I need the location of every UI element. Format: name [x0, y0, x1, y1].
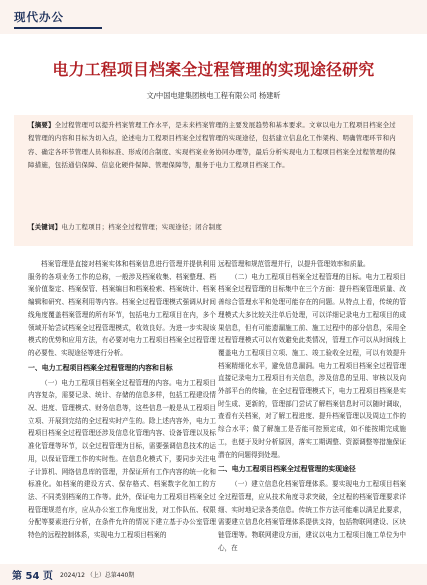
goals-paragraph: （二）电力工程项目档案全过程管理的目标。电力工程项目档案全过程管理的目标集中在三个方面：提升档案管理质量、改善综合管理水平和处理可能存在的问题。从特点上看，传统的管理模式大多比较关注单后处理，可以详细记录电力工程项目的成果信息，但有可能遗漏施工前、施工过程中的部分信息，采用全过程管理模式可以有效避免此类情况，管理工作可以从时间线上覆盖电力工程项目立项、施工、竣工验收全过程，可以有效提升档案精细化水平，避免信息漏洞。电力工程项目档案全过程管理直接记录电力工程项目有关信息，涉及信息的呈用、审核以及向外部平台的传输，在全过程管理模式下，电力工程项目档案是实时生成、更新的，管理部门尝试了解档案信息时可以随时调取，查看有关档案，对了解工程进度、提升档案管理以及周边工作的综合水平；做了解施工是否能可控预定成，如不能按期完成施工，也便于及时分析原因，落实工期调整、资源调整等措施保证潜在的问题得到处理。 [218, 272, 406, 459]
left-column [28, 258, 216, 542]
content-paragraph: （一）电力工程项目档案全过程管理的内容。电力工程项目内容复杂，需要记录、统计、存储的信息多样，包括工程建设情况、进度、管理模式、财务信息等，这些信息一般是从工程项目立项、开展到完结的全过程实时产生的。除上述内容外，电力工程项目档案全过程管理还涉及信息化管理内容、设备管理以及标准化管理等环节，以全过程管理为目标，需要强调信息技术的运用，以保证管理工作的实时性。在信息化模式下，要同步关注电子计算机、网络信息库的管理，并保证所有工作内容的统一化和标准化。如档案的建设方式、保存格式、档案数字化加工的方法、不同类别档案的工作等。此外，保证电力工程项目档案全过程管理规范有序，应从办公室工作角度出发，对工作队伍、权限分配等要素进行分析，在条件允许的情况下建立基于办公室管理特色的远程控制体系，实现电力工程项目档案的 [28, 378, 216, 540]
abstract-paragraph [28, 119, 402, 172]
section-tag-underline [14, 27, 102, 29]
approach-paragraph: （一）建立信息化档案管理体系。要实现电力工程项目档案全过程管理，应从技术角度寻求突破，全过程的档案管理要求详细、实时地记录各类信息。传统工作方法可能难以满足此要求，需要建立信息化档案管理体系提供支持，包括物联网建设、区块链管理等。物联网建设方面，建议以电力工程项目施工单位为中心，在 [218, 480, 406, 552]
abstract-text: 全过程管理可以提升档案管理工作水平，是未来档案管理的主要发展趋势和基本要求。文章以电力工程项目档案全过程管理的内容和目标为切入点，论述电力工程项目档案全过程管理的实现途径，包括建立信息化工作架构、明确管理环节和内容、确定各环节管理人员和标准、形成闭合制度、实现档案业务协同办理等，最后分析实现电力工程项目档案全过程管理的保障措施，包括通信保障、信息化硬件保障、管理保障等，服务于电力工程项目档案工作。 [28, 121, 396, 169]
header-band [0, 0, 427, 34]
section-tag: 现代办公 [14, 10, 64, 24]
keywords-text: 电力工程项目；档案全过程管理；实现途径；闭合制度 [61, 223, 223, 231]
page-number: 第 54 页 [12, 571, 53, 582]
keywords-label: 【关键词】 [28, 223, 62, 231]
intro-paragraph: 档案管理是直接对档案实体和档案信息进行管理并提供利用服务的各项业务工作的总称，一般涉及档案收集、档案整理、档案价值鉴定、档案保管、档案编目和档案检索、档案统计、档案编辑和研究、档案利用等内容。档案全过程管理模式强调从时间线角度覆盖档案管理的所有环节，包括电力工程项目在内，多个领域开始尝试档案全过程管理模式，收效良好。为进一步实现该模式的优势和应用方法，有必要对电力工程项目档案全过程管理的必要性、实现途径等进行分析。 [28, 260, 216, 357]
abstract-label: 【摘要】 [28, 121, 55, 129]
article-title: 电力工程项目档案全过程管理的实现途径研究 [52, 60, 375, 79]
issue-info: 2024/12 （上）总第440期 [60, 572, 135, 579]
keywords-paragraph [28, 221, 402, 234]
section-heading-1: 一、电力工程项目档案全过程管理的内容和目标 [28, 363, 173, 372]
section-heading-2: 二、电力工程项目档案全过程管理的实现途径 [218, 465, 356, 474]
article-byline: 文/中国电建集团核电工程有限公司 杨建昕 [146, 91, 281, 100]
continued-paragraph: 远程管理和规范管理并行，以提升管理效率和质量。 [218, 260, 370, 268]
right-column [218, 258, 406, 554]
